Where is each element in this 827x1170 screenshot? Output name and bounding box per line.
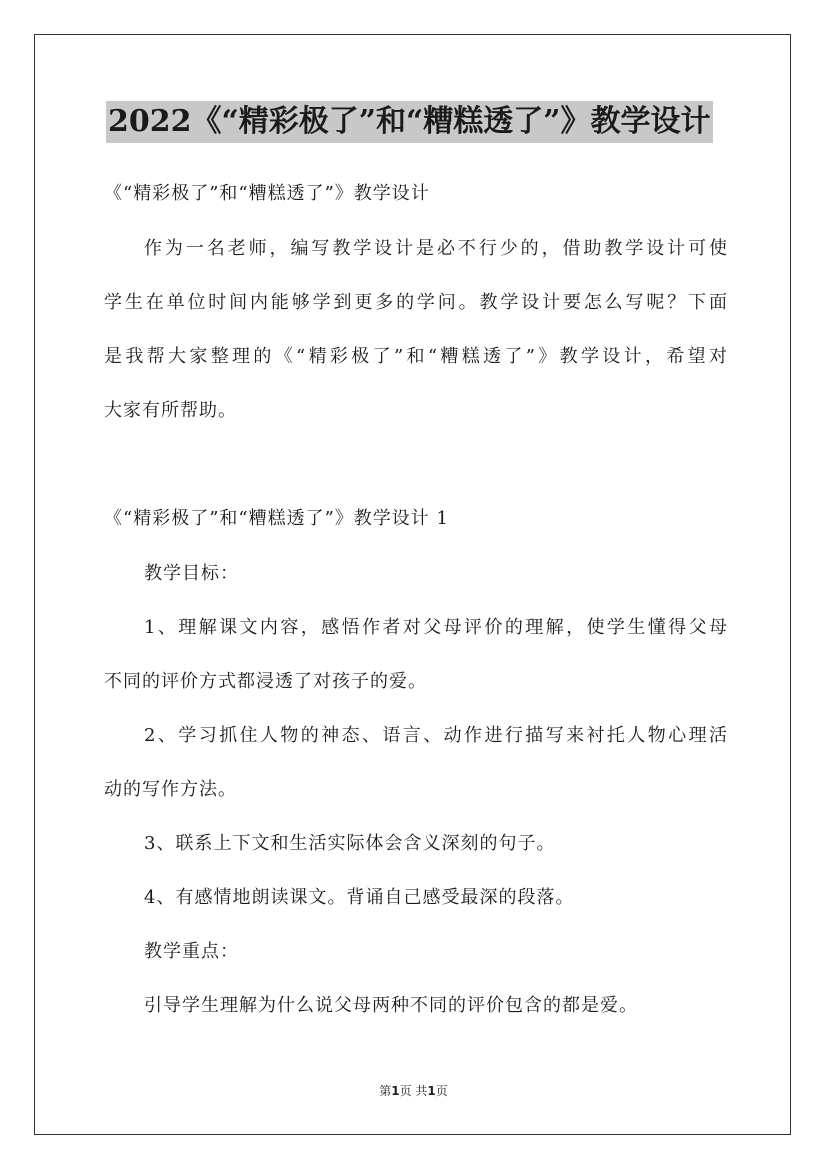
page-footer (0, 1083, 827, 1099)
intro-line-2: 学生在单位时间内能够学到更多的学问。教学设计要怎么写呢？下面 (104, 292, 728, 313)
goal-2-line-1: 2、学习抓住人物的神态、语言、动作进行描写来衬托人物心理活 (144, 725, 728, 746)
goal-3: 3、联系上下文和生活实际体会含义深刻的句子。 (144, 833, 556, 854)
page-mid: 页 共 (399, 1084, 428, 1098)
intro-line-4: 大家有所帮助。 (104, 400, 237, 421)
goal-1-line-2: 不同的评价方式都浸透了对孩子的爱。 (104, 671, 427, 692)
page-suffix: 页 (435, 1084, 448, 1098)
section-heading-1: 《“精彩极了”和“糟糕透了”》教学设计 1 (104, 508, 449, 529)
page-current: 1 (391, 1084, 400, 1098)
intro-line-3: 是我帮大家整理的《“精彩极了”和“糟糕透了”》教学设计，希望对 (104, 346, 728, 367)
document-subtitle: 《“精彩极了”和“糟糕透了”》教学设计 (104, 183, 430, 204)
document-title: 2022《“精彩极了”和“糟糕透了”》教学设计 (106, 101, 713, 143)
goal-1-line-1: 1、理解课文内容，感悟作者对父母评价的理解，使学生懂得父母 (144, 617, 728, 638)
page-prefix: 第 (379, 1084, 392, 1098)
goal-4: 4、有感情地朗读课文。背诵自己感受最深的段落。 (144, 887, 575, 908)
intro-line-1: 作为一名老师，编写教学设计是必不行少的，借助教学设计可使 (144, 238, 728, 259)
goals-heading: 教学目标： (144, 563, 239, 584)
page-total: 1 (427, 1084, 436, 1098)
focus-heading: 教学重点： (144, 941, 239, 962)
focus-1: 引导学生理解为什么说父母两种不同的评价包含的都是爱。 (144, 995, 638, 1016)
goal-2-line-2: 动的写作方法。 (104, 779, 237, 800)
